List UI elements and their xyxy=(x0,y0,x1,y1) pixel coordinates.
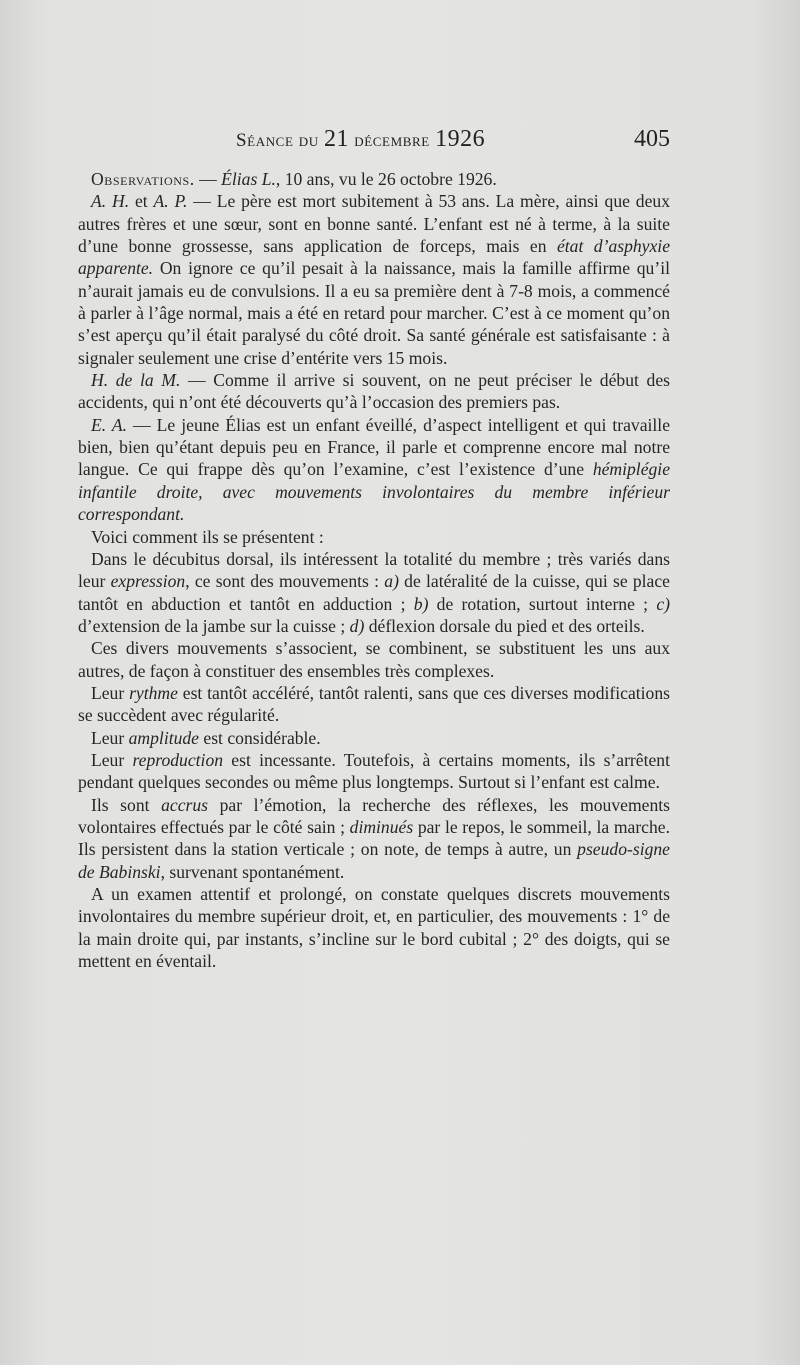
body-text xyxy=(78,168,670,972)
text: , ce sont des mouvements : xyxy=(185,571,385,592)
section-label: E. A. xyxy=(91,414,128,435)
section-label: H. de la M. xyxy=(91,370,181,391)
paragraph-amplitude xyxy=(78,727,670,749)
text: par le repos, le sommeil, la marche. Ils persistent dans la station verticale ; on note, de temps à autre, un xyxy=(78,816,670,860)
paragraph-presentation: Voici comment ils se présentent : xyxy=(91,526,324,547)
emphasis: diminués xyxy=(349,816,414,837)
text: est incessante. Toutefois, à certains moments, ils s’arrêtent pendant quelques secondes ou même plus longtemps. Surtout si l’enfant est calme. xyxy=(78,749,670,793)
text: par l’émotion, la recherche des réflexes, les mouvements volontaires effectués par le côté sain ; xyxy=(78,794,670,837)
text: On ignore ce qu’il pesait à la naissance, mais la famille affirme qu’il n’aurait jamais eu de convulsions. Il a eu sa première dent à 7-8 mois, a commencé à parler à l’âge normal, mais a été en retard pour marcher. C’est à ce moment qu’on s’est aperçu qu’il était paralysé du côté droit. Sa santé générale est satisfaisante : à signaler seulement une crise d’entérite vers 15 mois. xyxy=(78,258,670,368)
header-seance: Séance xyxy=(236,130,294,151)
dash: — xyxy=(194,169,222,189)
text: de rotation, surtout interne ; xyxy=(428,593,657,614)
text: Ils sont xyxy=(91,794,162,815)
list-marker: c) xyxy=(656,593,670,614)
header-du: du xyxy=(298,130,319,151)
emphasis: hémiplégie infantile droite, avec mouvements involontaires du membre inférieur correspondant. xyxy=(78,459,670,525)
list-marker: d) xyxy=(349,615,365,636)
paragraph-current-state xyxy=(78,414,670,526)
header-month: décembre xyxy=(354,130,430,151)
paragraph-reproduction xyxy=(78,749,670,794)
paragraph-associations: Ces divers mouvements s’associent, se combinent, se substituent les uns aux autres, de façon à constituer des ensembles très complexes. xyxy=(78,638,670,681)
paragraph-disease-history xyxy=(78,369,670,414)
header-year: 1926 xyxy=(435,126,486,152)
section-label: A. P. xyxy=(153,191,188,212)
text: Dans le décubitus dorsal, ils intéressent la totalité du membre ; très variés dans leur xyxy=(78,548,670,592)
paragraph-observations xyxy=(78,168,670,190)
emphasis: expression xyxy=(110,571,186,592)
paragraph-family-history xyxy=(78,190,670,369)
text: Leur xyxy=(91,749,133,770)
text: — Le jeune Élias est un enfant éveillé, d’aspect intelligent et qui travaille bien, bien qu’étant depuis peu en France, il parle et comprenne encore mal notre langue. Ce qui frappe dès qu’on l’examine, c’est l’existence d’une xyxy=(78,414,670,480)
text: de latéralité de la cuisse, qui se place tantôt en abduction et tantôt en adduction ; xyxy=(78,571,670,614)
text: d’extension de la jambe sur la cuisse ; xyxy=(78,615,350,636)
paragraph-rhythm xyxy=(78,682,670,727)
emphasis: état d’asphyxie apparente. xyxy=(78,236,670,279)
patient-name: Élias L. xyxy=(221,169,276,189)
text: — Le père est mort subitement à 53 ans. La mère, ainsi que deux autres frères et une sœur, sont en bonne santé. L’enfant est né à terme, à la suite d’une bonne grossesse, sans application de forceps, mais en xyxy=(78,191,671,257)
text: Leur xyxy=(91,682,130,703)
observations-label: Observations. xyxy=(91,169,195,189)
list-marker: a) xyxy=(384,571,399,592)
emphasis: accrus xyxy=(161,794,208,815)
text: Leur xyxy=(91,727,129,748)
running-title xyxy=(236,126,485,153)
text: est tantôt accéléré, tantôt ralenti, sans que ces diverses modifications se succèdent avec régularité. xyxy=(78,682,670,726)
emphasis: pseudo-signe de Babinski xyxy=(78,839,670,882)
patient-info: , 10 ans, vu le 26 octobre 1926. xyxy=(275,169,497,189)
emphasis: amplitude xyxy=(128,727,199,748)
text: et xyxy=(129,191,154,212)
page-number: 405 xyxy=(634,126,670,152)
emphasis: rythme xyxy=(129,682,178,703)
text: , survenant spontanément. xyxy=(160,861,345,882)
paragraph-modifiers xyxy=(78,794,670,883)
header-day: 21 xyxy=(323,126,349,152)
emphasis: reproduction xyxy=(132,749,224,770)
text: déflexion dorsale du pied et des orteils. xyxy=(364,615,645,636)
running-header xyxy=(78,126,670,156)
text: — Comme il arrive si souvent, on ne peut préciser le début des accidents, qui n’ont été découverts qu’à l’occasion des premiers pas. xyxy=(78,370,670,413)
paragraph-upper-limb: A un examen attentif et prolongé, on constate quelques discrets mouvements involontaires du membre supérieur droit, et, en particulier, des mouvements : 1° de la main droite qui, par instants, s’incline sur le bord cubital ; 2° des doigts, qui se mettent en éventail. xyxy=(78,884,670,972)
paragraph-decubitus xyxy=(78,548,670,637)
text: est considérable. xyxy=(199,727,321,748)
section-label: A. H. xyxy=(91,191,130,212)
list-marker: b) xyxy=(413,593,429,614)
